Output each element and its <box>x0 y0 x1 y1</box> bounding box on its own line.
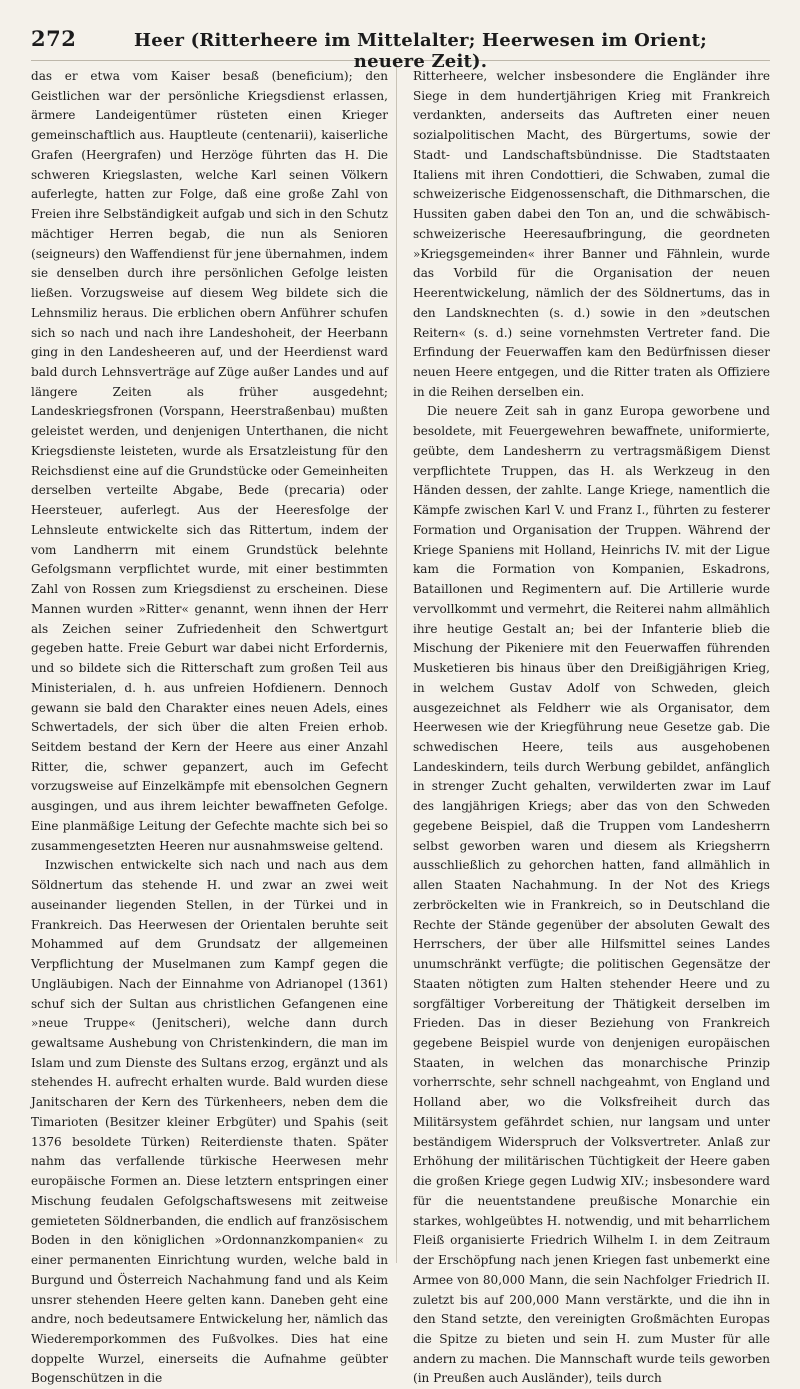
text-columns <box>31 67 770 1386</box>
page-header <box>31 26 770 72</box>
page-number: 272 <box>31 26 77 51</box>
right-column <box>413 67 770 1386</box>
paragraph: Die neuere Zeit sah in ganz Europa geworbene und besoldete, mit Feuergewehren bewaffnete, uniformierte, geübte, dem Landesherrn zu vertragsmäßigem Dienst verpflichtete Truppen, das H. als Werkzeug in den Händen dessen, der zahlte. Lange Kriege, namentlich die Kämpfe zwischen Karl V. und Franz I., führten zu festerer Formation und Organisation der Truppen. Während der Kriege Spaniens mit Holland, Heinrichs IV. mit der Ligue kam die Formation von Kompanien, Eskadrons, Bataillonen und Regimentern auf. Die Artillerie wurde vervollkommt und vermehrt, die Reiterei nahm allmählich ihre heutige Gestalt an; bei der Infanterie blieb die Mischung der Pikeniere mit den Feuerwaffen führenden Musketieren bis hinaus über den Dreißigjährigen Krieg, in welchem Gustav Adolf von Schweden, gleich ausgezeichnet als Feldherr wie als Organisator, dem Heerwesen wie der Kriegführung neue Gesetze gab. Die schwedischen Heere, teils aus ausgehobenen Landeskindern, teils durch Werbung gebildet, anfänglich in strenger Zucht gehalten, verwilderten zwar im Lauf des langjährigen Kriegs; aber das von den Schweden gegebene Beispiel, daß die Truppen vom Landesherrn selbst geworben waren und diesem als Kriegsherrn ausschließlich zu gehorchen hatten, fand allmählich in allen Staaten Nachahmung. In der Not des Kriegs zerbröckelten wie in Frankreich, so in Deutschland die Rechte der Stände gegenüber der absoluten Gewalt des Herrschers, der über alle Hilfsmittel seines Landes unumschränkt verfügte; die politischen Gegensätze der Staaten nötigten zum Halten stehender Heere und zu sorgfältiger Vorbereitung der Thätigkeit derselben im Frieden. Das in dieser Beziehung von Frankreich gegebene Beispiel wurde von denjenigen europäischen Staaten, in welchen das monarchische Prinzip vorherrschte, sehr schnell nachgeahmt, von England und Holland aber, wo die Volksfreiheit durch das Militärsystem gefährdet schien, nur langsam und unter beständigem Widerspruch der Volksvertreter. Anlaß zur Erhöhung der militärischen Tüchtigkeit der Heere gaben die großen Kriege gegen Ludwig XIV.; insbesondere ward für die neuentstandene preußische Monarchie ein starkes, wohlgeübtes H. notwendig, und mit beharrlichem Fleiß organisierte Friedrich Wilhelm I. in dem Zeitraum der Erschöpfung nach jenen Kriegen fast unbemerkt eine Armee von 80,000 Mann, die sein Nachfolger Friedrich II. zuletzt bis auf 200,000 Mann verstärkte, und die ihn in den Stand setzte, den vereinigten Großmächten Europas die Spitze zu bieten und sein H. zum Muster für alle andern zu machen. Die Mannschaft wurde teils geworben (in Preußen auch Ausländer), teils durch <box>413 404 770 1386</box>
paragraph: das er etwa vom Kaiser besaß (beneficium); den Geistlichen war der persönliche Kriegsdienst erlassen, ärmere Landeigentümer rüsteten einen Krieger gemeinschaftlich aus. Hauptleute (centenarii), kaiserliche Grafen (Heergrafen) und Herzöge führten das H. Die schweren Kriegslasten, welche Karl seinen Völkern auferlegte, hatten zur Folge, daß eine große Zahl von Freien ihre Selbständigkeit aufgab und sich in den Schutz mächtiger Herren begab, die nun als Senioren (seigneurs) den Waffendienst für jene übernahmen, indem sie denselben durch ihre persönlichen Gefolge leisten ließen. Vorzugsweise auf diesem Weg bildete sich die Lehnsmiliz heraus. Die erblichen obern Anführer schufen sich so nach und nach ihre Landeshoheit, der Heerbann ging in den Landesheeren auf, und der Heerdienst ward bald durch Lehnsverträge auf Züge außer Landes und auf längere Zeiten als früher ausgedehnt; Landeskriegsfronen (Vorspann, Heerstraßenbau) mußten geleistet werden, und denjenigen Unterthanen, die nicht Kriegsdienste leisteten, wurde als Ersatzleistung für den Reichsdienst eine auf die Grundstücke oder Gemeinheiten derselben verteilte Abgabe, Bede (precaria) oder Heersteuer, auferlegt. Aus der Heeresfolge der Lehnsleute entwickelte sich das Rittertum, indem der vom Landherrn mit einem Grundstück belehnte Gefolgsmann verpflichtet wurde, mit einer bestimmten Zahl von Rossen zum Kriegsdienst zu erscheinen. Diese Mannen wurden »Ritter« genannt, wenn ihnen der Herr als Zeichen seiner Zufriedenheit den Schwertgurt gegeben hatte. Freie Geburt war dabei nicht Erfordernis, und so bildete sich die Ritterschaft zum großen Teil aus Ministerialen, d. h. aus unfreien Hofdienern. Dennoch gewann sie bald den Charakter eines neuen Adels, eines Schwertadels, der sich über die alten Freien erhob. Seitdem bestand der Kern der Heere aus einer Anzahl Ritter, die, schwer gepanzert, auch im Gefecht vorzugsweise auf Einzelkämpfe mit ebensolchen Gegnern ausgingen, und aus ihrem leichter bewaffneten Gefolge. Eine planmäßige Leitung der Gefechte machte sich bei so zusammengesetzten Heeren nur ausnahmsweise geltend. <box>31 69 388 853</box>
paragraph: Inzwischen entwickelte sich nach und nach aus dem Söldnertum das stehende H. und zwar an zwei weit auseinander liegenden Stellen, in der Türkei und in Frankreich. Das Heerwesen der Orientalen beruhte seit Mohammed auf dem Grundsatz der allgemeinen Verpflichtung der Muselmanen zum Kampf gegen die Ungläubigen. Nach der Einnahme von Adrianopel (1361) schuf sich der Sultan aus christlichen Gefangenen eine »neue Truppe« (Jenitscheri), welche dann durch gewaltsame Aushebung von Christenkindern, die man im Islam und zum Dienste des Sultans erzog, ergänzt und als stehendes H. aufrecht erhalten wurde. Bald wurden diese Janitscharen der Kern des Türkenheers, neben dem die Timarioten (Besitzer kleiner Erbgüter) und Spahis (seit 1376 besoldete Türken) Reiterdienste thaten. Später nahm das verfallende türkische Heerwesen mehr europäische Formen an. Diese letztern entspringen einer Mischung feudalen Gefolgschaftswesens mit zeitweise gemieteten Söldnerbanden, die endlich auf französischem Boden in den königlichen »Ordonnanzkompanien« zu einer permanenten Einrichtung wurden, welche bald in Burgund und Österreich Nachahmung fand und als Keim unsrer stehenden Heere gelten kann. Daneben geht eine andre, noch bedeutsamere Entwickelung her, nämlich das Wiederemporkommen des Fußvolkes. Dies hat eine doppelte Wurzel, einerseits die Aufnahme geübter Bogenschützen in die <box>31 858 388 1386</box>
running-head: Heer (Ritterheere im Mittelalter; Heerwesen im Orient; neuere Zeit). <box>134 30 707 72</box>
paragraph: Ritterheere, welcher insbesondere die Engländer ihre Siege in dem hundertjährigen Krieg mit Frankreich verdankten, anderseits das Auftreten einer neuen sozialpolitischen Macht, des Bürgertums, sowie der Stadt- und Landschaftsbündnisse. Die Stadtstaaten Italiens mit ihren Condottieri, die Schwaben, zumal die schweizerische Eidgenossenschaft, die Dithmarschen, die Hussiten gaben dabei den Ton an, und die schwäbisch-schweizerische Heeresaufbringung, die geordneten »Kriegsgemeinden« ihrer Banner und Fähnlein, wurde das Vorbild für die Organisation der neuen Heerentwickelung, nämlich der des Söldnertums, das in den Landsknechten (s. d.) sowie in den »deutschen Reitern« (s. d.) seine vornehmsten Vertreter fand. Die Erfindung der Feuerwaffen kam den Bedürfnissen dieser neuen Heere entgegen, und die Ritter traten als Offiziere in die Reihen derselben ein. <box>413 69 770 399</box>
left-column <box>31 67 397 1386</box>
